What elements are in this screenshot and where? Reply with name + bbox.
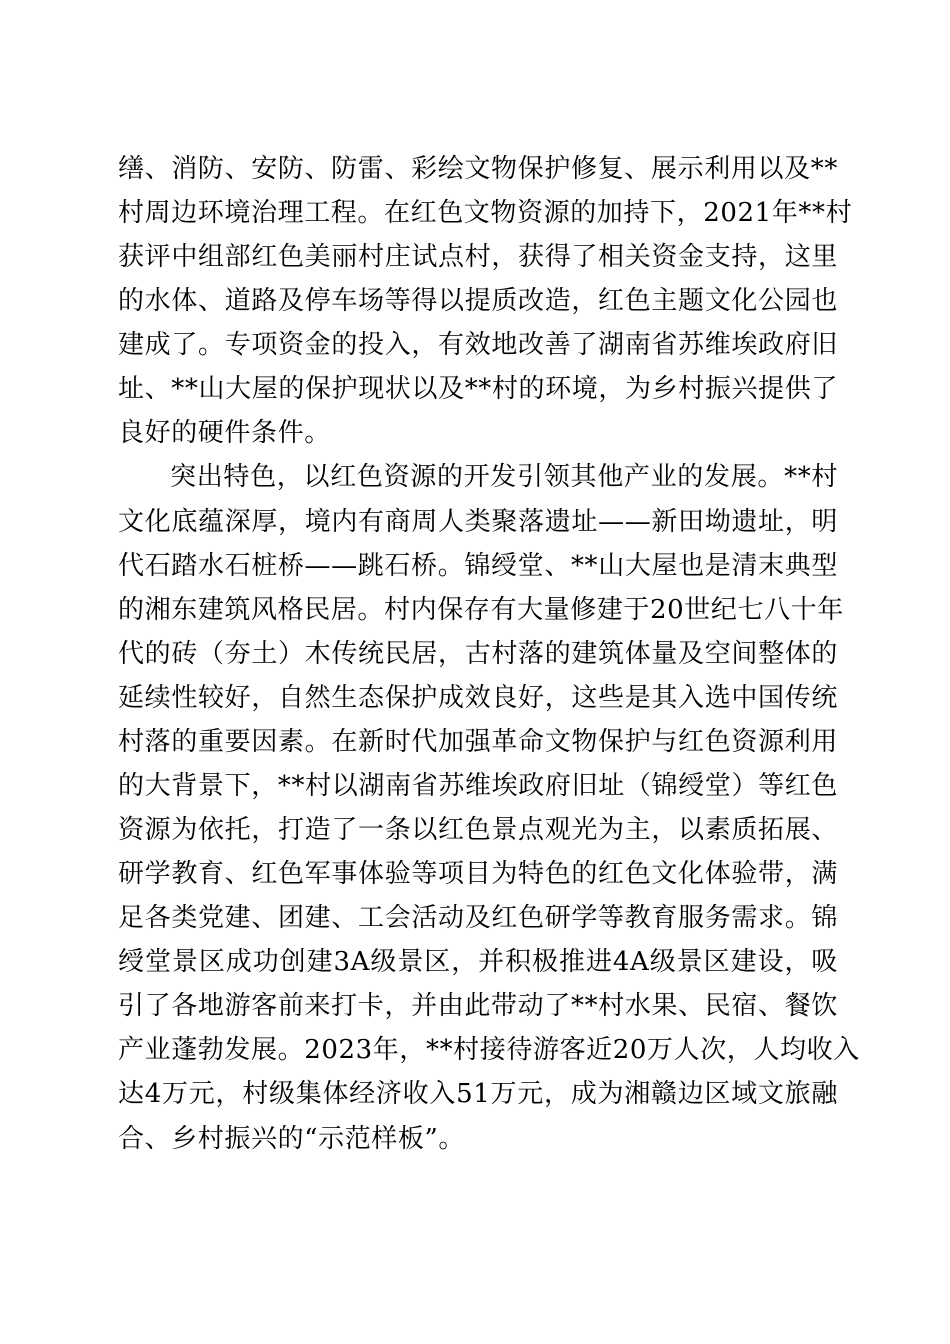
text-line: 获评中组部红色美丽村庄试点村，获得了相关资金支持，这里: [118, 242, 838, 272]
text-line: 足各类党建、团建、工会活动及红色研学等教育服务需求。锦: [118, 903, 838, 933]
text-line: 达4万元，村级集体经济收入51万元，成为湘赣边区域文旅融: [118, 1079, 838, 1109]
text-line: 的湘东建筑风格民居。村内保存有大量修建于20世纪七八十年: [118, 595, 844, 625]
text-line: 建成了。专项资金的投入，有效地改善了湖南省苏维埃政府旧: [118, 330, 838, 360]
text-line: 延续性较好，自然生态保护成效良好，这些是其入选中国传统: [118, 683, 838, 713]
text-line: 的水体、道路及停车场等得以提质改造，红色主题文化公园也: [118, 286, 838, 316]
text-line: 代的砖（夯土）木传统民居，古村落的建筑体量及空间整体的: [118, 639, 838, 669]
text-line: 良好的硬件条件。: [118, 418, 331, 448]
text-line: 合、乡村振兴的“示范样板”。: [118, 1124, 465, 1154]
text-line: 突出特色，以红色资源的开发引领其他产业的发展。**村: [170, 462, 838, 492]
text-line: 绶堂景区成功创建3A级景区，并积极推进4A级景区建设，吸: [118, 947, 838, 977]
text-line: 址、**山大屋的保护现状以及**村的环境，为乡村振兴提供了: [118, 374, 838, 404]
text-line: 缮、消防、安防、防雷、彩绘文物保护修复、展示利用以及**: [118, 154, 838, 184]
text-line: 村落的重要因素。在新时代加强革命文物保护与红色资源利用: [118, 727, 838, 757]
text-line: 资源为依托，打造了一条以红色景点观光为主，以素质拓展、: [118, 815, 838, 845]
text-line: 文化底蕴深厚，境内有商周人类聚落遗址——新田坳遗址，明: [118, 507, 838, 537]
text-line: 的大背景下，**村以湖南省苏维埃政府旧址（锦绶堂）等红色: [118, 771, 838, 801]
text-line: 研学教育、红色军事体验等项目为特色的红色文化体验带，满: [118, 859, 838, 889]
text-line: 村周边环境治理工程。在红色文物资源的加持下，2021年**村: [118, 198, 853, 228]
text-line: 产业蓬勃发展。2023年，**村接待游客近20万人次，人均收入: [118, 1035, 860, 1065]
text-line: 代石踏水石桩桥——跳石桥。锦绶堂、**山大屋也是清末典型: [118, 551, 838, 581]
text-line: 引了各地游客前来打卡，并由此带动了**村水果、民宿、餐饮: [118, 991, 838, 1021]
